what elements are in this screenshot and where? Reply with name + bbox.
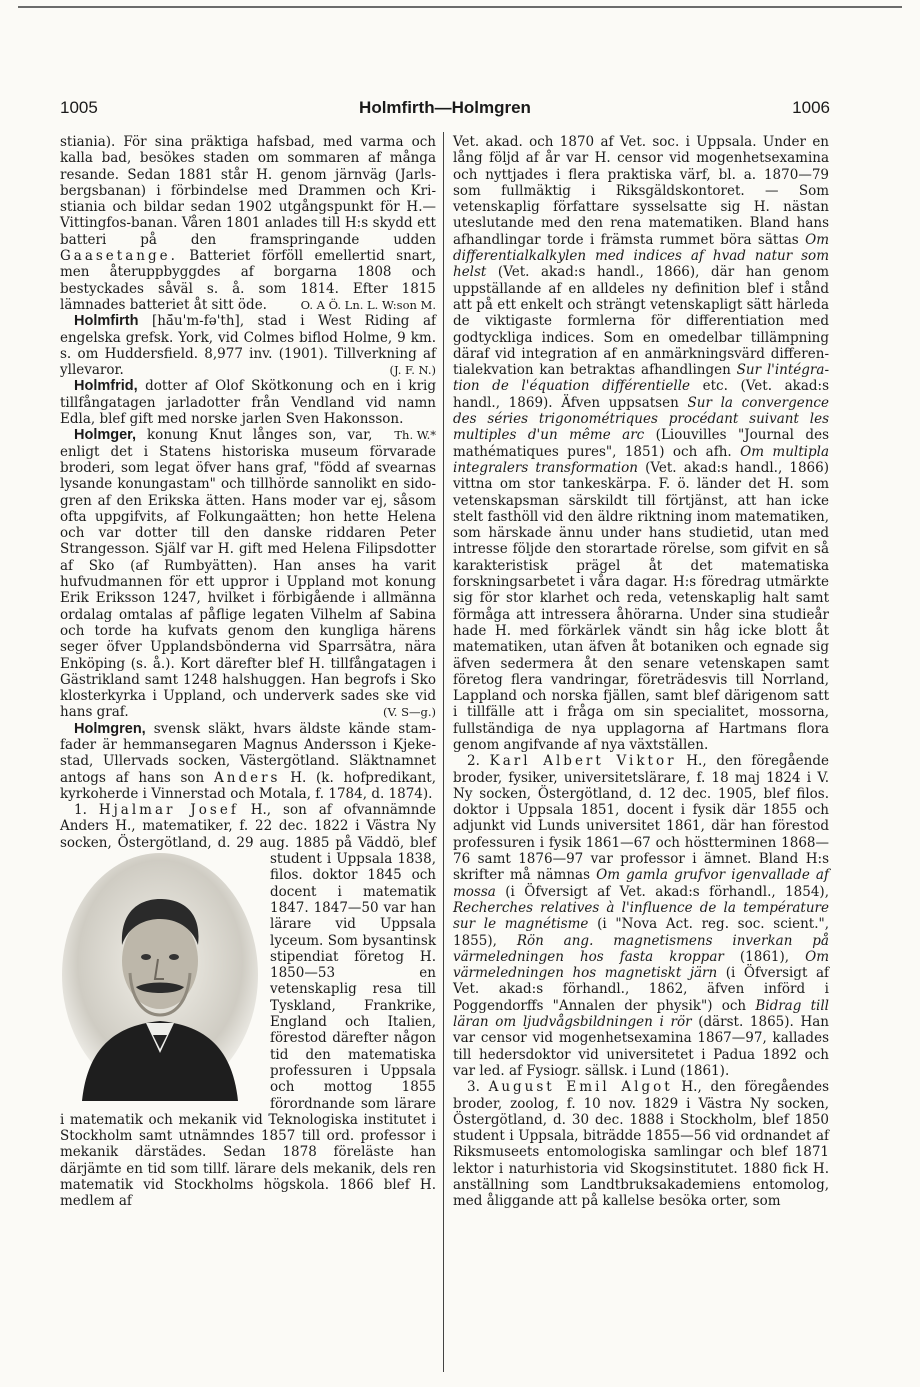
work-title: Sur la convergence des séries trigonométriques procédant suivant les multiples d'un même arc bbox=[453, 394, 829, 444]
spaced-name: Karl Albert Viktor bbox=[489, 753, 677, 770]
entry-text: svensk släkt, hvars äldste kände stamfader är hemmansegaren Magnus Andersson i Kjekestad, Ullervads socken, Västergötland. Släktnamnet antogs af hans son bbox=[60, 720, 436, 786]
entry-text: konung Knut långes son, var, enligt det i Statens historiska museum förvarade broderi, som legat öfver hans graf, "född af svearnas lysande konungastam" och tillhörde sannolikt en sidogren af den Erikska ätten. Hans moder var ej, såsom ofta uppgifvits, af Folkungaätten; hon hette Helena och var dotter till den danske riddaren Peter Strangesson. Själf var H. gift med Helena Filipsdotter af Sko (af Rumbyätten). Han anses ha varit hufvudmannen för ett uppror i Uppland mot konung Erik Eriksson 1247, hvilket i förbigående i allmänna ordalag omtalas af påflige legaten Vilhelm af Sabina och torde ha kufvats genom den kungliga härens seger öfver Upplandsbönderna vid Sparrsätra, nära Enköping (s. å.). Kort därefter blef H. tillfångatagen i Gästrikland samt 1248 halshuggen. Han begrofs i Sko klosterkyrka i Uppland, och underverk sades ske vid hans graf. bbox=[60, 427, 436, 721]
entry-headword: Holmfirth bbox=[74, 313, 139, 330]
work-title: Rön ang. magnetismens inverkan på värmeledningen hos fasta kroppar bbox=[453, 932, 829, 965]
paragraph-text: etc. (Vet. akad:s handl., 1869). Äfven uppsatsen bbox=[453, 378, 829, 411]
entry-text: H. (k. hofpredikant, kyrkoherde i Vinnerstad och Motala, f. 1784, d. 1874). bbox=[60, 769, 436, 802]
work-title: Om gamla grufvor igenvallade af mossa bbox=[453, 867, 829, 900]
author-signature: Th. W.* bbox=[394, 428, 436, 443]
spaced-name: Anders bbox=[214, 769, 281, 786]
entry-text: (i Öfversigt af Vet. akad:s förhandl., 1862, äfven införd i Poggendorffs "Annalen der physik") och bbox=[453, 965, 829, 1014]
running-title: Holmfirth—Holmgren bbox=[359, 98, 531, 117]
paragraph-text: Batteriet förföll emellertid snart, men återuppbyggdes af borgarna 1808 och bestyckades såväl s. å. som 1814. Efter 1815 lämnades batteriet åt sitt öde. bbox=[60, 248, 436, 313]
entry-headword: Holmger, bbox=[74, 427, 137, 444]
entry-headword: Holmgren, bbox=[74, 720, 146, 737]
entry-text: blef student i Uppsala 1838, filos. doktor 1845 och docent i matematik 1847. 1847—50 var han lärare vid Uppsala lyceum. Som bysantinsk stipendiat företog H. 1850—53 en vetenskaplig resa till Tyskland, Frankrike, England och Italien, förestod därefter någon tid den matematiska professuren i Uppsala och mottog 1855 förordnande som lärare i matematik och mekanik vid Teknologiska institutet i Stockholm samt utnämndes 1857 till ord. professor i mekanik därstädes. Sedan 1878 föreläste han därjämte en tid som tillf. lärare dels mekanik, dels ren matematik vid Stockholms högskola. 1866 blef H. medlem af bbox=[60, 834, 436, 1210]
entry-text: (i "Nova Act. reg. soc. scient.", 1855), bbox=[453, 916, 829, 949]
spaced-name: Gaasetange. bbox=[60, 248, 178, 265]
portrait-image bbox=[60, 853, 260, 1101]
left-column bbox=[60, 134, 436, 1210]
paragraph-text: (Vet. akad:s handl., 1866) vittna om stor tankeskärpa. F. ö. länder det H. som vetenskapsman särskildt till förtjänst, att han icke stelt fasthöll vid den äldre riktning inom matematiken, som härskade ännu under hans studietid, utan med intresse följde den storartade rörelse, som gifvit en så karakteristisk prägel åt det matematiska forskningsarbetet i våra dagar. H:s föredrag utmärkte sig för stor klarhet och reda, vetenskaplig halt samt förmåga att intressera åhörarna. Under sina studieår hade H. med förkärlek vändt sin håg icke blott åt matematiken, utan äfven åt botaniken och egnade sig äfven sedermera åt den senare vetenskapen samt företog flera vandringar, företrädesvis till Norrland, Lappland och norska fjällen, samt blef därigenom satt i tillfälle att i fråga om sin specialitet, mossorna, fullständiga de nya upplagorna af Hartmans flora genom angifvande af nya växtställen. bbox=[453, 459, 829, 753]
work-title: Recherches relatives à l'influence de la température sur le magnétisme bbox=[453, 899, 829, 933]
author-signature: (V. S—g.) bbox=[383, 705, 436, 720]
entry-text: H., den föregåendes broder, zoolog, f. 10 nov. 1829 i Västra Ny socken, Östergötland, d. 30 dec. 1888 i Stockholm, blef 1850 student i Uppsala, biträdde 1855—56 vid ordnandet af Riksmuseets entomologiska samlingar och blef 1871 lektor i naturhistoria vid Skogsinstitutet. 1880 fick H. anställning som Landtbruksakademiens entomolog, med åliggande att på kallelse besöka orter, som bbox=[453, 1079, 830, 1210]
entry-text: dotter af Olof Skötkonung och en i krig tillfångatagen jarladotter från Vendland vid namn Edla, blef gift med norske jarlen Sven Hakonsson. bbox=[60, 378, 436, 428]
paragraph-text: Vet. akad. och 1870 af Vet. soc. i Uppsala. Under en lång följd af år var H. censor vid mogenhetsexamina och nyttjades i flera praktiska värf, bl. a. 1870—79 som fullmäktig i Riksgäldskontoret. — Som vetenskaplig författare sysselsatte sig H. nästan uteslutande med den rena matematiken. Bland hans afhandlingar torde i främsta rummet böra sättas bbox=[453, 134, 829, 248]
entry-text: [hă̄u'm-fə'th], stad i West Riding af engelska grefsk. York, vid Colmes biflod Holme, 9 km. s. om Huddersfield. 8,977 inv. (1901). Tillverkning af yllevaror. bbox=[60, 313, 436, 379]
subentry-august bbox=[453, 1079, 829, 1209]
work-title: Sur l'intégration de l'équation différentielle bbox=[453, 362, 829, 395]
author-signature: (J. F. N.) bbox=[389, 363, 436, 378]
subentry-number: 1. bbox=[74, 802, 99, 819]
entry-text: (1861), bbox=[723, 948, 806, 965]
entry-headword: Holmfrid, bbox=[74, 378, 138, 395]
paragraph-text: (Vet. akad:s handl., 1866), där han genom uppställande af en alldeles ny definition blef i stånd att på ett enkelt och strängt vetenskapligt sätt härleda de viktigaste formlerna för differentiation med godtyckliga indices. Som en omedelbar tillämpning däraf vid integration af en anmärkningsvärd differentialekvation kan betraktas afhandlingen bbox=[453, 264, 829, 379]
paragraph-text: stiania). För sina präktiga hafsbad, med varma och kalla bad, besökes staden om sommaren af många resande. Sedan 1881 står H. genom järnväg (Jarlsbergsbanan) i förbindelse med Drammen och Kristiania och bildar sedan 1902 utgångspunkt för H.—Vittingfos-banan. Våren 1801 anlades till H:s skydd ett batteri på den framspringande udden bbox=[60, 134, 436, 248]
work-title: Bidrag till läran om ljudvågsbildningen i rör bbox=[453, 997, 829, 1031]
entry-holmfirth bbox=[60, 313, 436, 378]
subentry-number: 2. bbox=[467, 753, 490, 770]
work-title: Om värmeledningen hos magnetiskt järn bbox=[453, 948, 829, 982]
page-header bbox=[60, 98, 830, 122]
column-divider bbox=[443, 132, 444, 1372]
spaced-name: Hjalmar Josef bbox=[98, 802, 239, 819]
entry-text: H., den föregående broder, fysiker, universitetslärare, f. 18 maj 1824 i V. Ny socken, Östergötland, d. 12 dec. 1905, blef filos. doktor i Uppsala 1851, docent i fysik där 1855 och adjunkt vid Lunds universitet 1861, där han förestod professuren i fysik 1861—67 och höstterminen 1868—76 samt 1876—97 var professor i ämnet. Bland H:s skrifter må nämnas bbox=[453, 753, 829, 884]
right-column bbox=[453, 134, 829, 1210]
top-border-line bbox=[18, 6, 902, 8]
spaced-name: August Emil Algot bbox=[488, 1079, 673, 1096]
work-title: Om multipla integralers transformation bbox=[453, 443, 829, 476]
entry-continuation-paragraph bbox=[453, 134, 829, 753]
page-number-right: 1006 bbox=[792, 98, 830, 117]
paragraph-text: (Liouvilles "Journal des mathématiques pures", 1851) och afh. bbox=[453, 427, 829, 460]
work-title: Om differentialkalkylen med indices af hvad natur som helst bbox=[453, 231, 829, 281]
page-number-left: 1005 bbox=[60, 98, 98, 117]
entry-continuation-paragraph bbox=[60, 134, 436, 313]
subentry-karl bbox=[453, 753, 829, 1079]
entry-holmgren bbox=[60, 721, 436, 802]
entry-holmger bbox=[60, 427, 436, 720]
subentry-number: 3. bbox=[467, 1079, 489, 1096]
entry-text: H., son af ofvannämnde Anders H., matematiker, f. 22 dec. 1822 i Västra Ny socken, Östergötland, d. 29 aug. 1885 på Väddö, bbox=[60, 802, 437, 851]
entry-text: (därst. 1865). Han var censor vid mogenhetsexamina 1867—97, kallades till hedersdoktor vid universitetet i Padua 1892 och var led. af Fysiogr. sällsk. i Lund (1861). bbox=[453, 1014, 830, 1079]
subentry-hjalmar bbox=[60, 802, 436, 1209]
author-signature: O. A Ö. Ln. L. W:son M. bbox=[300, 297, 436, 312]
entry-text: (i Öfversigt af Vet. akad:s förhandl., 1854), bbox=[495, 883, 829, 900]
